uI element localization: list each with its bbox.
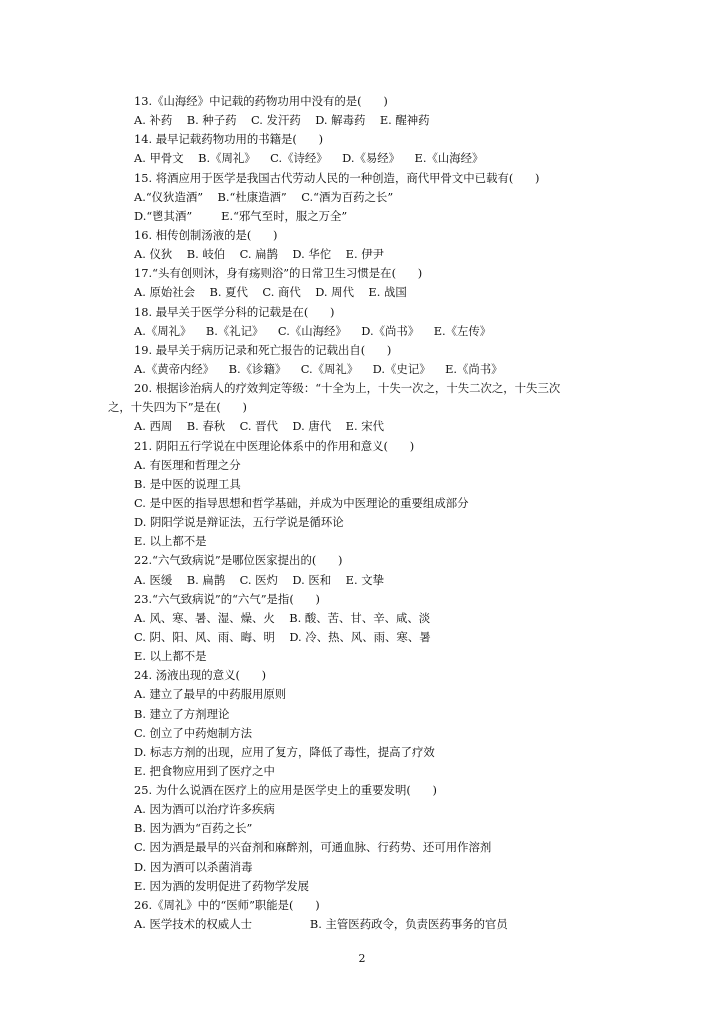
answer-options: A.《周礼》 B.《礼记》 C.《山海经》 D.《尚书》 E.《左传》	[134, 323, 492, 338]
question-item	[0, 341, 724, 379]
question-stem: 24. 汤液出现的意义( )	[134, 668, 267, 683]
answer-options: A. 仪狄 B. 岐伯 C. 扁鹊 D. 华佗 E. 伊尹	[134, 247, 384, 262]
question-list	[0, 92, 724, 934]
question-item	[0, 92, 724, 130]
question-stem: 13.《山海经》中记载的药物功用中没有的是( )	[134, 94, 388, 108]
answer-options: B. 建立了方剂理论	[134, 706, 230, 721]
question-stem: 26.《周礼》中的“医师”职能是( )	[134, 897, 320, 912]
page-number: 2	[358, 952, 366, 965]
question-stem: 20. 根据诊治病人的疗效判定等级：“十全为上，十失一次之，十失二次之，十失三次	[134, 381, 561, 396]
answer-options: A. 建立了最早的中药服用原则	[134, 687, 287, 702]
question-stem: 14. 最早记载药物功用的书籍是( )	[134, 132, 324, 147]
question-stem: 15. 将酒应用于医学是我国古代劳动人民的一种创造，商代甲骨文中已载有( )	[134, 170, 540, 185]
question-stem: 23.“六气致病说”的“六气”是指( )	[134, 591, 320, 606]
answer-options: A. 补药 B. 种子药 C. 发汗药 D. 解毒药 E. 醒神药	[134, 113, 430, 128]
answer-options: D. 阴阳学说是辩证法，五行学说是循环论	[134, 515, 344, 530]
question-stem: 16. 相传创制汤液的是( )	[134, 227, 278, 242]
question-stem: 22.“六气致病说”是哪位医家提出的( )	[134, 553, 343, 568]
answer-options: A. 原始社会 B. 夏代 C. 商代 D. 周代 E. 战国	[134, 285, 407, 300]
answer-options: A.“仪狄造酒” B.“杜康造酒” C.“酒为百药之长”	[134, 189, 394, 204]
answer-options: A.《黄帝内经》 B.《诊籍》 C.《周礼》 D.《史记》 E.《尚书》	[134, 361, 503, 376]
answer-options: A. 甲骨文 B.《周礼》 C.《诗经》 D.《易经》 E.《山海经》	[134, 151, 484, 166]
answer-options: A. 医学技术的权威人士 B. 主管医药政令，负责医药事务的官员	[134, 917, 508, 932]
answer-options: A. 风、寒、暑、湿、燥、火 B. 酸、苦、甘、辛、咸、淡	[134, 610, 431, 625]
answer-options: A. 有医理和哲理之分	[134, 457, 241, 472]
question-stem: 18. 最早关于医学分科的记载是在( )	[134, 304, 335, 319]
answer-options: A. 医缓 B. 扁鹊 C. 医灼 D. 医和 E. 文挚	[134, 572, 384, 587]
question-item	[0, 130, 724, 168]
answer-options: A. 因为酒可以治疗许多疾病	[134, 802, 275, 817]
answer-options: C. 因为酒是最早的兴奋剂和麻醉剂，可通血脉、行药势、还可用作溶剂	[134, 840, 492, 855]
question-stem-continued: 之，十失四为下”是在( )	[108, 400, 247, 415]
answer-options: C. 创立了中药炮制方法	[134, 725, 253, 740]
question-item	[0, 666, 724, 781]
question-item	[0, 169, 724, 226]
answer-options: C. 是中医的指导思想和哲学基础，并成为中医理论的重要组成部分	[134, 495, 469, 510]
answer-options: E. 因为酒的发明促进了药物学发展	[134, 878, 310, 893]
answer-options: D.“鬯其酒” E.“邪气至时，服之万全”	[134, 208, 348, 223]
answer-options: E. 把食物应用到了医疗之中	[134, 763, 275, 778]
answer-options: E. 以上都不是	[134, 534, 207, 549]
answer-options: E. 以上都不是	[134, 649, 207, 664]
question-item	[0, 590, 724, 667]
answer-options: A. 西周 B. 春秋 C. 晋代 D. 唐代 E. 宋代	[134, 419, 384, 434]
question-item	[0, 437, 724, 552]
question-item	[0, 226, 724, 264]
question-item	[0, 379, 724, 436]
question-item	[0, 896, 724, 934]
answer-options: D. 标志方剂的出现，应用了复方，降低了毒性，提高了疗效	[134, 744, 435, 759]
answer-options: B. 因为酒为“百药之长”	[134, 821, 253, 836]
question-stem: 25. 为什么说酒在医疗上的应用是医学史上的重要发明( )	[134, 783, 437, 798]
question-item	[0, 303, 724, 341]
question-item	[0, 264, 724, 302]
question-stem: 17.“头有创则沐，身有疡则浴”的日常卫生习惯是在( )	[134, 266, 423, 281]
question-item	[0, 781, 724, 896]
answer-options: C. 阴、阳、风、雨、晦、明 D. 冷、热、风、雨、寒、暑	[134, 629, 431, 644]
answer-options: B. 是中医的说理工具	[134, 476, 241, 491]
question-stem: 19. 最早关于病历记录和死亡报告的记载出自( )	[134, 342, 392, 357]
question-stem: 21. 阴阳五行学说在中医理论体系中的作用和意义( )	[134, 438, 415, 453]
answer-options: D. 因为酒可以杀菌消毒	[134, 859, 253, 874]
question-item	[0, 551, 724, 589]
